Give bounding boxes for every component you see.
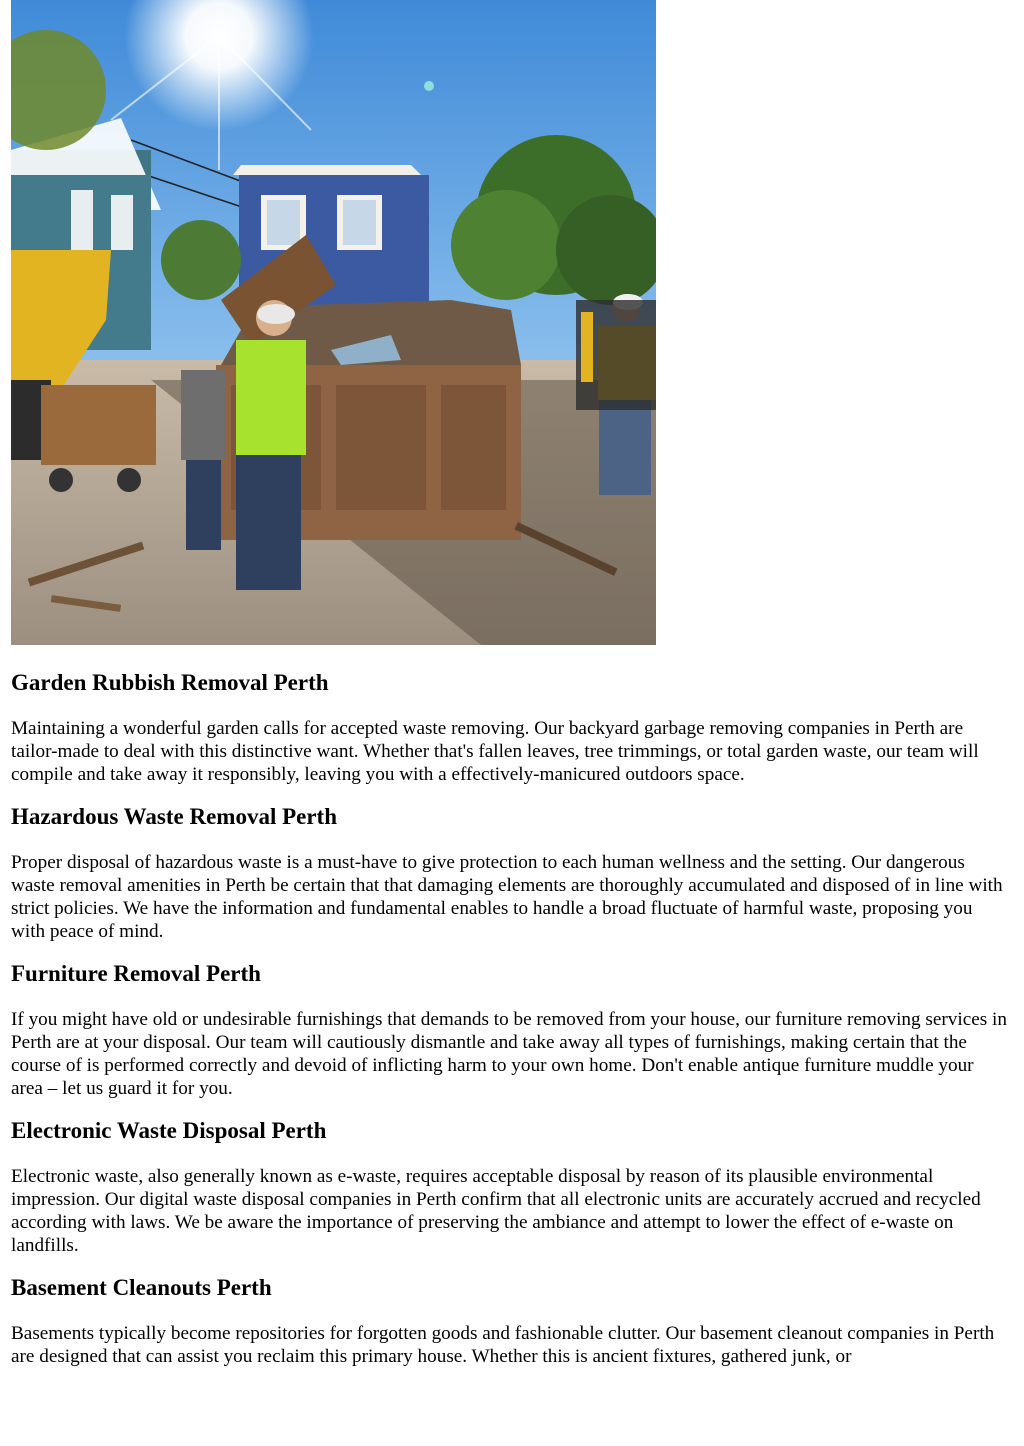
article — [11, 0, 1009, 1368]
section-heading-hazardous-waste: Hazardous Waste Removal Perth — [11, 804, 338, 829]
section-body-basement-cleanouts: Basements typically become repositories for forgotten goods and fashionable clutter. Our basement cleanout companies in Perth are designed that can assist you reclaim this primary house. Whether this is ancient fixtures, gathered junk, or — [11, 1323, 995, 1367]
section-body-hazardous-waste: Proper disposal of hazardous waste is a must-have to give protection to each human wellness and the setting. Our dangerous waste removal amenities in Perth be certain that that damaging elements are thoroughly accumulated and disposed of in line with strict policies. We have the information and fundamental enables to handle a broad fluctuate of harmful waste, proposing you with peace of mind. — [11, 852, 1003, 942]
hero-image — [11, 0, 656, 645]
section-body-furniture-removal: If you might have old or undesirable furnishings that demands to be removed from your house, our furniture removing services in Perth are at your disposal. Our team will cautiously dismantle and take away all types of furnishings, making certain that the course of is performed correctly and devoid of inflicting harm to your own home. Don't enable antique furniture muddle your area – let us guard it for you. — [11, 1009, 1007, 1099]
section-heading-garden-rubbish: Garden Rubbish Removal Perth — [11, 670, 329, 695]
section-body-garden-rubbish: Maintaining a wonderful garden calls for accepted waste removing. Our backyard garbage removing companies in Perth are tailor-made to deal with this distinctive want. Whether that's fallen leaves, tree trimmings, or total garden waste, our team will compile and take away it responsibly, leaving you with a effectively-manicured outdoors space. — [11, 718, 979, 785]
section-heading-electronic-waste: Electronic Waste Disposal Perth — [11, 1118, 327, 1143]
section-body-electronic-waste: Electronic waste, also generally known as e-waste, requires acceptable disposal by reason of its plausible environmental impression. Our digital waste disposal companies in Perth confirm that all electronic units are accurately accrued and recycled according with laws. We be aware the importance of preserving the ambiance and attempt to lower the effect of e-waste on landfills. — [11, 1166, 981, 1256]
section-heading-furniture-removal: Furniture Removal Perth — [11, 961, 261, 986]
section-heading-basement-cleanouts: Basement Cleanouts Perth — [11, 1275, 272, 1300]
